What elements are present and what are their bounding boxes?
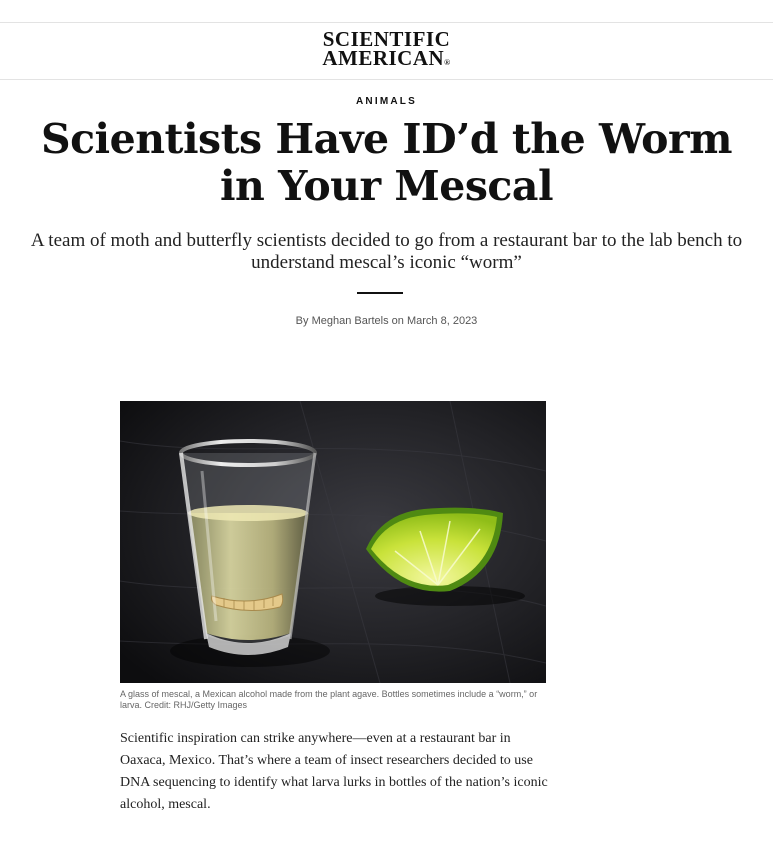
publish-date: March 8, 2023 <box>406 315 478 327</box>
article-title: Scientists Have ID’d the Worm in Your Mescal <box>40 115 732 210</box>
photo-caption: A glass of mescal, a Mexican alcohol made from the plant agave. Bottles sometimes include a “worm,” or larva. Credit: RHJ/Getty Images <box>120 689 538 710</box>
divider-rule <box>357 292 403 294</box>
section-label[interactable]: ANIMALS <box>356 96 417 107</box>
byline <box>0 315 773 327</box>
byline-prefix: By <box>295 315 312 327</box>
logo-line-1: SCIENTIFIC <box>322 27 451 51</box>
article-photo <box>120 401 546 683</box>
site-logo[interactable] <box>322 27 451 72</box>
logo-line-2-text: AMERICAN <box>322 46 445 70</box>
article-dek: A team of moth and butterfly scientists decided to go from a restaurant bar to the lab bench to understand mescal’s iconic “worm” <box>30 230 743 273</box>
masthead <box>0 23 773 80</box>
article-body-paragraph: Scientific inspiration can strike anywhere—even at a restaurant bar in Oaxaca, Mexico. That’s where a team of insect researchers decided to use DNA sequencing to identify what larva lurks in bottles of the nation’s iconic alcohol, mescal. <box>120 731 548 812</box>
top-bar <box>0 0 773 23</box>
byline-mid: on <box>388 315 407 327</box>
mescal-photo-illustration <box>120 401 546 683</box>
author-link[interactable]: Meghan Bartels <box>311 315 389 327</box>
logo-line-2 <box>322 46 451 72</box>
registered-mark: ® <box>444 58 451 67</box>
